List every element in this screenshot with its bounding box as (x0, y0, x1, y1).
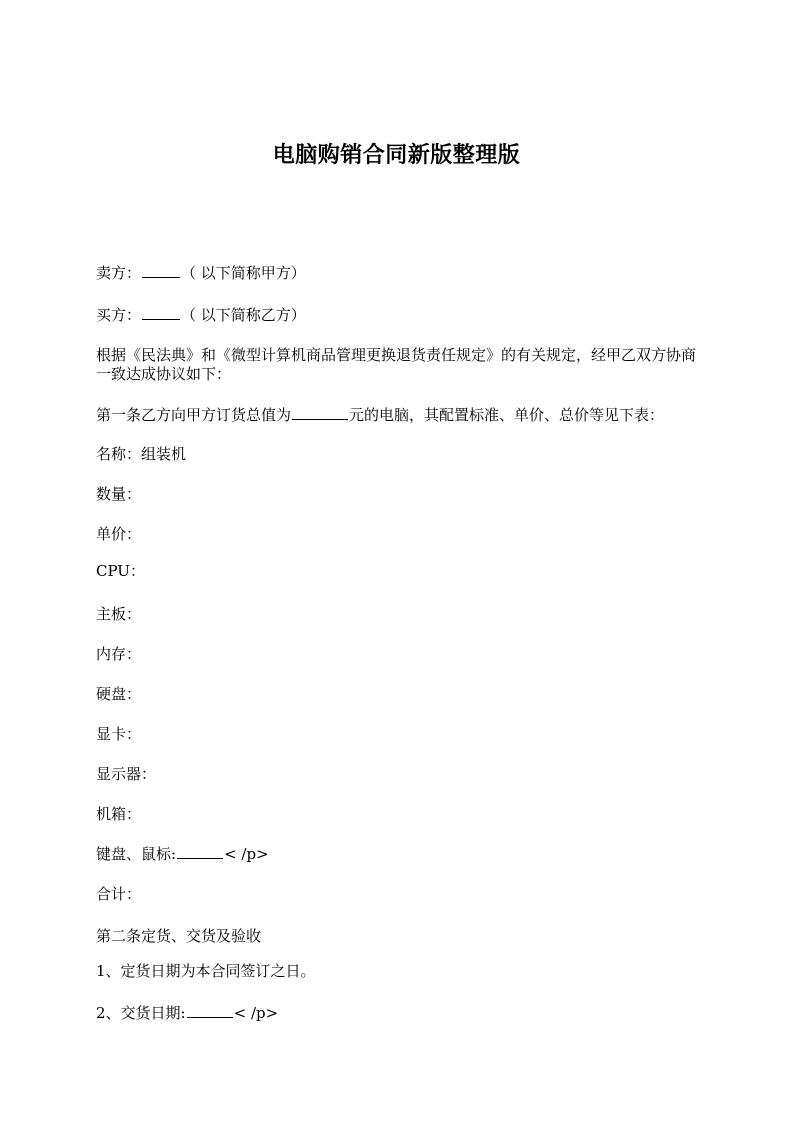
delivery-date-suffix: < /p> (233, 1004, 279, 1022)
article2-clause1: 1、定货日期为本合同签订之日。 (96, 962, 316, 980)
delivery-date-blank (187, 1002, 233, 1018)
article2-clause2 (96, 1002, 696, 1023)
item-keyboard-mouse (96, 843, 696, 864)
keyboard-mouse-suffix: < /p> (224, 845, 269, 863)
item-monitor: 显示器： (96, 765, 157, 783)
buyer-blank (142, 304, 180, 320)
delivery-date-label: 2、交货日期: (96, 1004, 186, 1022)
intro-paragraph: 根据《民法典》和《微型计算机商品管理更换退货责任规定》的有关规定，经甲乙双方协商一致达成协议如下： (96, 346, 697, 383)
item-motherboard: 主板： (96, 605, 142, 623)
seller-line (96, 262, 696, 283)
item-cpu: CPU： (96, 562, 145, 580)
document-title: 电脑购销合同新版整理版 (272, 143, 521, 168)
buyer-line (96, 304, 696, 325)
seller-blank (142, 262, 180, 278)
total-value-blank (292, 404, 348, 420)
buyer-note: （ 以下简称乙方） (181, 306, 306, 324)
item-hard-disk: 硬盘： (96, 685, 142, 703)
item-graphics: 显卡： (96, 725, 142, 743)
seller-label: 卖方： (96, 264, 142, 282)
article1-before: 第一条乙方向甲方订货总值为 (96, 406, 292, 424)
item-case: 机箱： (96, 805, 142, 823)
keyboard-mouse-blank (177, 843, 223, 859)
article1-after: 元的电脑，其配置标准、单价、总价等见下表： (349, 406, 665, 424)
item-total: 合计： (96, 885, 142, 903)
buyer-label: 买方： (96, 306, 142, 324)
item-quantity: 数量： (96, 485, 142, 503)
item-memory: 内存： (96, 645, 142, 663)
keyboard-mouse-label: 键盘、鼠标: (96, 845, 177, 863)
item-name: 名称：组装机 (96, 445, 187, 463)
item-unit-price: 单价： (96, 525, 142, 543)
article1-line (96, 404, 696, 425)
article2-heading: 第二条定货、交货及验收 (96, 927, 262, 945)
seller-note: （ 以下简称甲方） (181, 264, 306, 282)
